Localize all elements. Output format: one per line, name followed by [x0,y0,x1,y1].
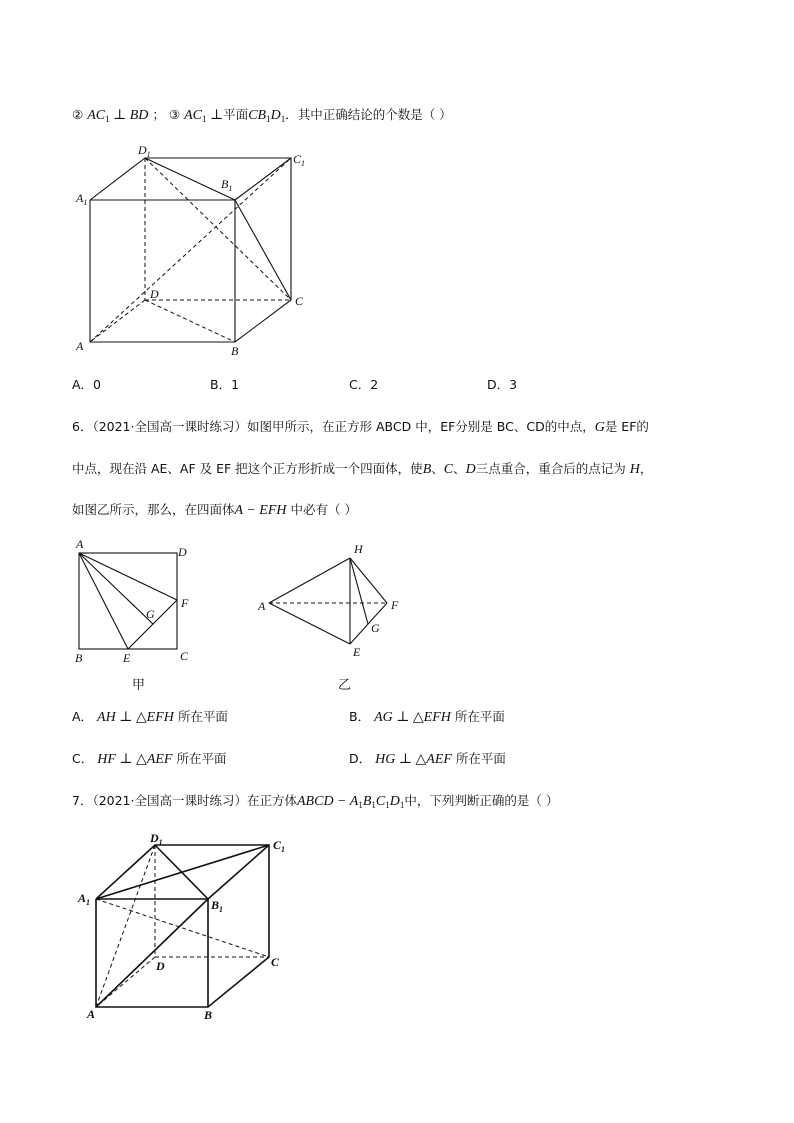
yi-label-a: A [258,599,266,613]
q7-label-d1: $D_1$ [150,831,163,847]
circled-2: ② [72,107,84,122]
jia-label-c: C [180,649,189,663]
jia-label-d: D [178,545,187,559]
jia-label-b: B [75,651,83,665]
q6-line-1: 6．（2021·全国高一课时练习）如图甲所示，在正方形 ABCD 中，EF分别是 BC、CD的中点，G是 EF的 [72,419,649,435]
math-cube-name: ABCD − $A_1B_1C_1D_1$ [297,794,405,810]
q6-line-3: 如图乙所示，那么，在四面体A − EFH 中必有（ ） [72,502,357,518]
q6-option-c[interactable]: C． HF ⊥ △AEF 所在平面 [72,751,227,767]
yi-label-f: F [391,598,399,612]
q5-statement-line: ② $AC_1$ ⊥ BD ； ③ $AC_1$ ⊥平面$CB_1D_1$．其中正确结论的个数是（ ） [72,107,452,124]
caption-jia: 甲 [132,678,146,693]
yi-label-g: G [371,621,380,635]
circled-3: ③ [168,107,181,122]
q7-label-b: B [204,1008,213,1022]
jia-label-a: A [76,537,84,551]
label-d: D [150,287,159,301]
q7-label-d: D [156,959,165,973]
label-c1: $C_1$ [293,152,306,168]
q5-option-d[interactable]: D．3 [487,377,518,392]
q7-line: 7．（2021·全国高一课时练习）在正方体ABCD − $A_1B_1C_1D_1$中，下列判断正确的是（ ） [72,793,559,810]
label-a1: $A_1$ [76,191,88,207]
q6-option-a[interactable]: A． AH ⊥ △EFH 所在平面 [72,709,228,725]
jia-label-e: E [123,651,131,665]
label-b: B [231,344,239,358]
caption-yi: 乙 [338,678,352,693]
q7-label-a1: $A_1$ [78,891,91,907]
q7-label-c: C [271,955,280,969]
label-b1: $B_1$ [221,177,233,193]
math-plane-cb1d1: $CB_1D_1$ [248,108,286,124]
q5-tail-text: ．其中正确结论的个数是（ ） [285,107,452,122]
q7-label-c1: $C_1$ [273,838,286,854]
q6-option-d[interactable]: D． HG ⊥ △AEF 所在平面 [349,751,506,767]
q5-option-c[interactable]: C．2 [349,377,379,392]
label-c: C [295,294,304,308]
math-ac1-perp: $AC_1$ ⊥ [184,108,224,124]
jia-label-f: F [181,596,189,610]
q7-label-a: A [87,1007,96,1021]
math-ac1-bd: $AC_1$ ⊥ BD [87,108,149,124]
q6-option-b[interactable]: B． AG ⊥ △EFH 所在平面 [349,709,505,725]
yi-label-h: H [354,542,363,556]
label-a: A [76,339,84,353]
yi-label-e: E [353,645,361,659]
q7-label-b1: $B_1$ [211,898,224,914]
label-d1: $D_1$ [138,143,151,159]
q5-option-b[interactable]: B．1 [210,377,240,392]
jia-label-g: G [146,607,155,621]
q6-line-2: 中点，现在沿 AE、AF 及 EF 把这个正方形折成一个四面体，使B、C、D三点重合，重合后的点记为 H， [72,461,653,477]
q5-option-a[interactable]: A．0 [72,377,102,392]
